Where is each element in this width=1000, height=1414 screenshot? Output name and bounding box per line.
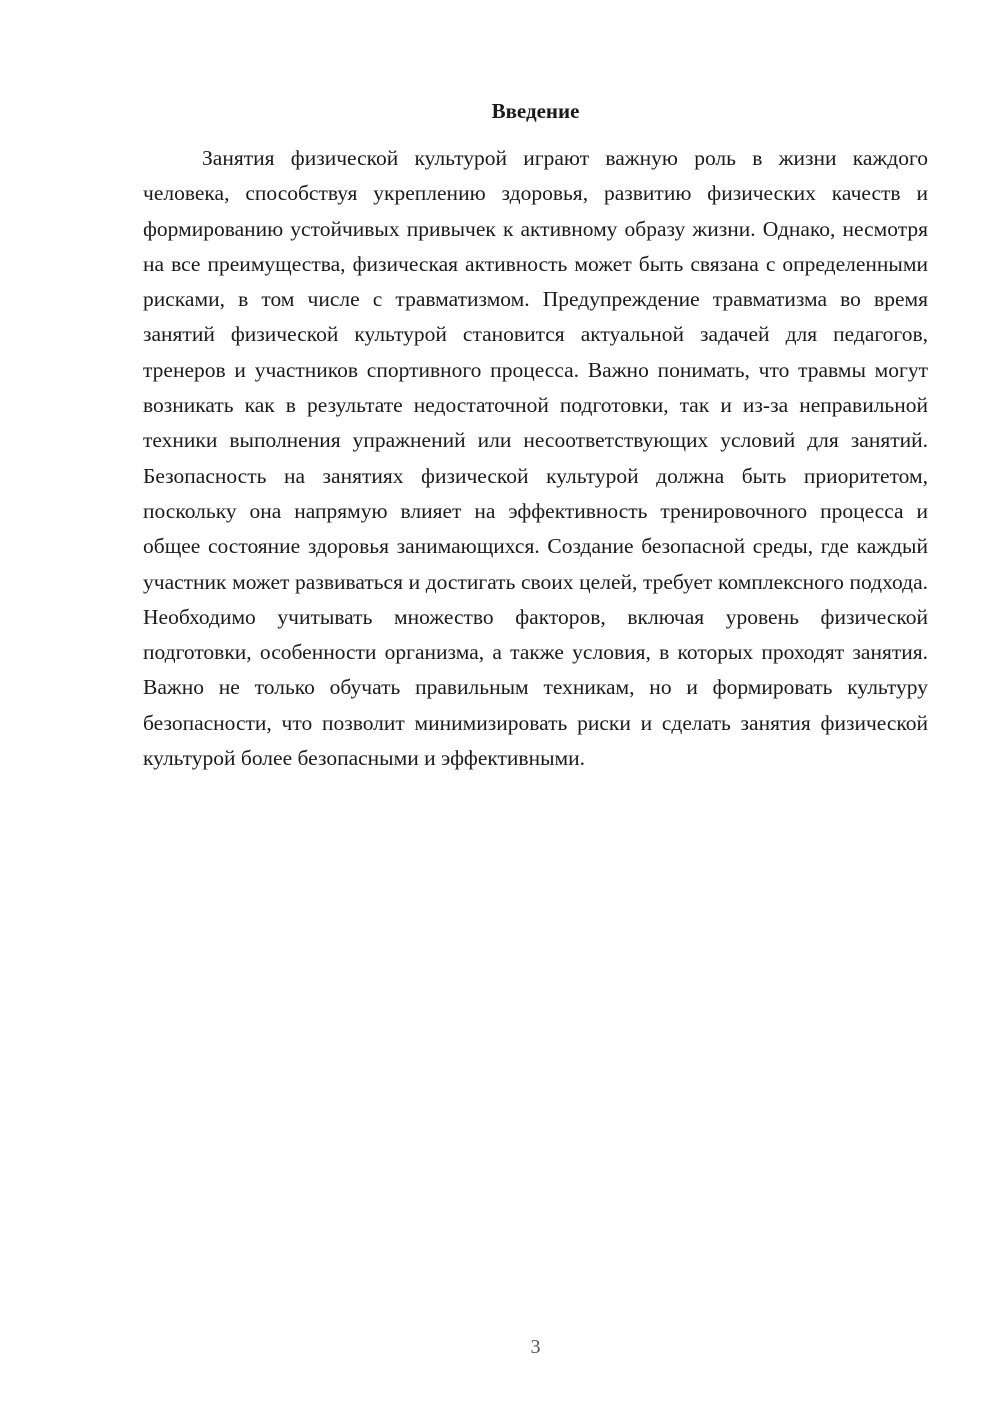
page-number: 3 — [530, 1336, 541, 1358]
body-paragraph: Занятия физической культурой играют важную роль в жизни каждого человека, способствуя укреплению здоровья, развитию физических качеств и формированию устойчивых привычек к активному образу жизни. Однако, несмотря на все преимущества, физическая активность может быть связана с определенными рисками, в том числе с травматизмом. Предупреждение травматизма во время занятий физической культурой становится актуальной задачей для педагогов, тренеров и участников спортивного процесса. Важно понимать, что травмы могут возникать как в результате недостаточной подготовки, так и из-за неправильной техники выполнения упражнений или несоответствующих условий для занятий. Безопасность на занятиях физической культурой должна быть приоритетом, поскольку она напрямую влияет на эффективность тренировочного процесса и общее состояние здоровья занимающихся. Создание безопасной среды, где каждый участник может развиваться и достигать своих целей, требует комплексного подхода. Необходимо учитывать множество факторов, включая уровень физической подготовки, особенности организма, а также условия, в которых проходят занятия. Важно не только обучать правильным техникам, но и формировать культуру безопасности, что позволит минимизировать риски и сделать занятия физической культурой более безопасными и эффективными. — [143, 146, 928, 771]
page-title: Введение — [491, 99, 580, 123]
